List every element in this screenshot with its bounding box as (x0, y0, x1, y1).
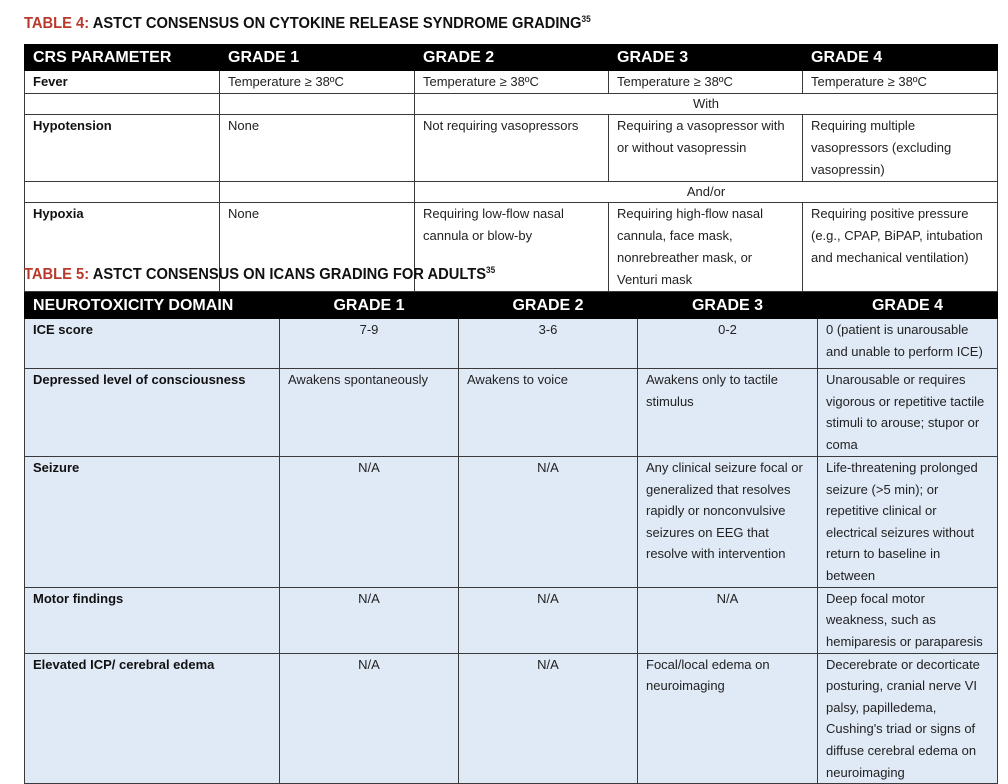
table5-header-domain: NEUROTOXICITY DOMAIN (25, 293, 280, 319)
row-label-fever: Fever (25, 71, 220, 94)
fever-grade2: Temperature ≥ 38ºC (415, 71, 609, 94)
icp-edema-grade2: N/A (459, 653, 638, 784)
table-row (25, 71, 998, 94)
table-row (25, 457, 998, 588)
table4-header-grade3: GRADE 3 (609, 45, 803, 71)
table5-label: TABLE 5: (24, 266, 90, 283)
hypoxia-grade3: Requiring high-flow nasal cannula, face mask, nonrebreather mask, or Venturi mask (609, 203, 803, 292)
hypoxia-grade2: Requiring low-flow nasal cannula or blow-by (415, 203, 609, 292)
ice-score-grade2: 3-6 (459, 319, 638, 369)
hypotension-grade4: Requiring multiple vasopressors (excluding vasopressin) (803, 115, 998, 182)
consciousness-grade3: Awakens only to tactile stimulus (638, 369, 818, 457)
motor-grade3: N/A (638, 587, 818, 653)
row-label-hypoxia: Hypoxia (25, 203, 220, 292)
seizure-grade4: Life-threatening prolonged seizure (>5 min); or repetitive clinical or electrical seizures without return to baseline in between (818, 457, 998, 588)
table5-header-grade4: GRADE 4 (818, 293, 998, 319)
table4-header-grade4: GRADE 4 (803, 45, 998, 71)
table4-title: ASTCT CONSENSUS ON CYTOKINE RELEASE SYNDROME GRADING (92, 15, 582, 32)
row-label-motor: Motor findings (25, 587, 280, 653)
empty-cell (25, 94, 220, 115)
table4-header-row (25, 45, 998, 71)
table-row (25, 319, 998, 369)
ice-score-grade4: 0 (patient is unarousable and unable to perform ICE) (818, 319, 998, 369)
fever-grade1: Temperature ≥ 38ºC (220, 71, 415, 94)
table5-header-grade1: GRADE 1 (280, 293, 459, 319)
fever-grade4: Temperature ≥ 38ºC (803, 71, 998, 94)
row-label-hypotension: Hypotension (25, 115, 220, 182)
empty-cell (220, 94, 415, 115)
empty-cell (25, 182, 220, 203)
table5-caption (24, 265, 495, 284)
ice-score-grade1: 7-9 (280, 319, 459, 369)
hypotension-grade1: None (220, 115, 415, 182)
ice-score-grade3: 0-2 (638, 319, 818, 369)
row-label-consciousness: Depressed level of consciousness (25, 369, 280, 457)
seizure-grade3: Any clinical seizure focal or generalized that resolves rapidly or nonconvulsive seizures on EEG that resolve with intervention (638, 457, 818, 588)
table-row (25, 653, 998, 784)
table4-label: TABLE 4: (24, 15, 90, 32)
motor-grade1: N/A (280, 587, 459, 653)
table-row (25, 369, 998, 457)
consciousness-grade1: Awakens spontaneously (280, 369, 459, 457)
table5-title: ASTCT CONSENSUS ON ICANS GRADING FOR ADULTS (92, 266, 487, 283)
hypotension-grade2: Not requiring vasopressors (415, 115, 609, 182)
table5-header-row (25, 293, 998, 319)
table4-header-grade1: GRADE 1 (220, 45, 415, 71)
table-row (25, 94, 998, 115)
icp-edema-grade3: Focal/local edema on neuroimaging (638, 653, 818, 784)
row-label-ice-score: ICE score (25, 319, 280, 369)
table4-header-parameter: CRS PARAMETER (25, 45, 220, 71)
hypoxia-grade1: None (220, 203, 415, 292)
table-row (25, 182, 998, 203)
table5-reference: 35 (486, 265, 496, 275)
table4-reference: 35 (581, 14, 591, 24)
icp-edema-grade4: Decerebrate or decorticate posturing, cranial nerve VI palsy, papilledema, Cushing's triad or signs of diffuse cerebral edema on neuroimaging (818, 653, 998, 784)
table4-header-grade2: GRADE 2 (415, 45, 609, 71)
row-label-icp-edema: Elevated ICP/ cerebral edema (25, 653, 280, 784)
crs-grading-table (24, 44, 998, 292)
motor-grade4: Deep focal motor weakness, such as hemiparesis or paraparesis (818, 587, 998, 653)
table4-caption (24, 14, 591, 33)
row-label-seizure: Seizure (25, 457, 280, 588)
hypoxia-grade4: Requiring positive pressure (e.g., CPAP, BiPAP, intubation and mechanical ventilation) (803, 203, 998, 292)
fever-grade3: Temperature ≥ 38ºC (609, 71, 803, 94)
connector-andor: And/or (415, 182, 998, 203)
table5-header-grade2: GRADE 2 (459, 293, 638, 319)
icp-edema-grade1: N/A (280, 653, 459, 784)
consciousness-grade2: Awakens to voice (459, 369, 638, 457)
seizure-grade2: N/A (459, 457, 638, 588)
hypotension-grade3: Requiring a vasopressor with or without vasopressin (609, 115, 803, 182)
icans-grading-table (24, 292, 998, 784)
seizure-grade1: N/A (280, 457, 459, 588)
motor-grade2: N/A (459, 587, 638, 653)
table-row (25, 587, 998, 653)
consciousness-grade4: Unarousable or requires vigorous or repetitive tactile stimuli to arouse; stupor or coma (818, 369, 998, 457)
connector-with: With (415, 94, 998, 115)
table-row (25, 115, 998, 182)
table5-header-grade3: GRADE 3 (638, 293, 818, 319)
empty-cell (220, 182, 415, 203)
